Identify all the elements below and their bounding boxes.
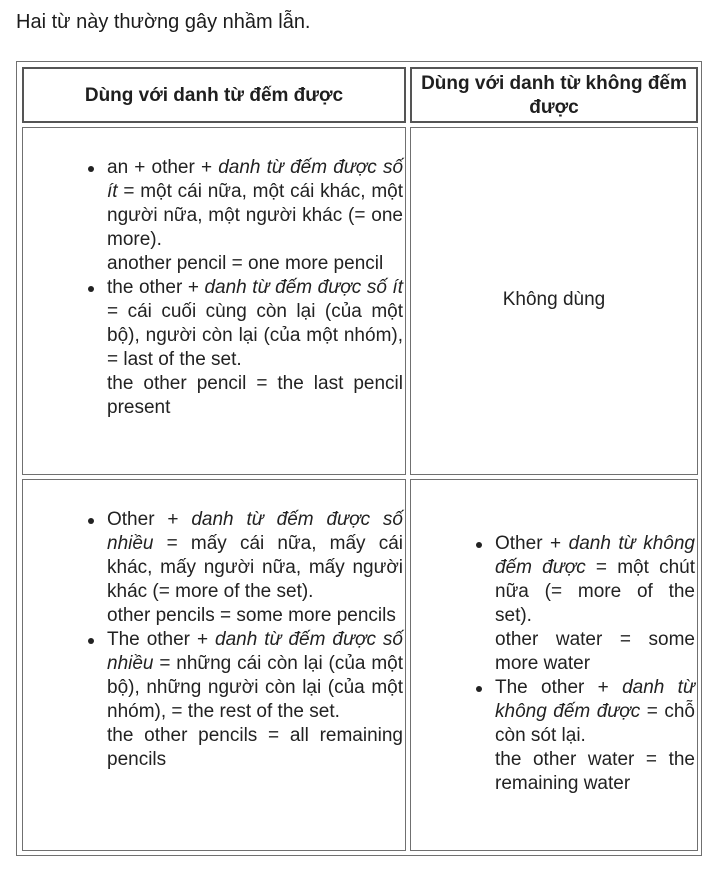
rule-prefix: The other + [107,629,215,650]
usage-rule [107,628,403,724]
row2-uncountable-cell [410,479,698,851]
row1-countable-cell [22,127,406,475]
rule-meaning: = cái cuối cùng còn lại (của một bộ), người còn lại (của một nhóm), = last of the set. [107,301,403,370]
rule-noun-type: danh từ đếm được số nhiều [107,509,404,554]
bullet-icon [476,542,482,548]
rule-prefix: an + other + [107,157,219,178]
rule-prefix: Other + [107,509,192,530]
rule-noun-type: danh từ đếm được số ít [204,277,403,298]
usage-example: other pencils = some more pencils [107,605,396,626]
bullet-icon [88,166,94,172]
rule-prefix: The other + [495,677,623,698]
row2-countable-cell [22,479,406,851]
rule-meaning: = những cái còn lại (của một bộ), những người còn lại (của một nhóm), = the rest of the set. [107,653,403,722]
rule-meaning: = mấy cái nữa, mấy cái khác, mấy người nữa, mấy người khác (= more of the set). [107,533,403,602]
bullet-icon [88,518,94,524]
bullet-icon [88,286,94,292]
list-item [107,508,403,628]
row1-countable-list [107,156,403,420]
usage-rule [107,508,403,604]
not-used-text: Không dùng [502,289,606,310]
list-item [107,628,403,772]
header-countable-cell [22,67,406,123]
rule-noun-type: danh từ đếm được số nhiều [107,629,404,674]
header-uncountable: Dùng với danh từ không đếm được [421,73,687,118]
usage-example: another pencil = one more pencil [107,253,384,274]
list-item [495,532,695,676]
usage-rule [495,676,695,748]
usage-example: the other pencil = the last pencil present [107,373,403,418]
rule-meaning: = một chút nữa (= more of the set). [495,557,695,626]
usage-example: the other water = the remaining water [495,749,695,794]
bullet-icon [476,686,482,692]
usage-rule [107,156,403,252]
usage-example: the other pencils = all remaining pencils [107,725,403,770]
list-item [107,276,403,420]
header-uncountable-cell [410,67,698,123]
intro-text: Hai từ này thường gây nhầm lẫn. [16,11,311,33]
usage-example: other water = some more water [495,629,695,674]
rule-prefix: the other + [107,277,205,298]
usage-rule [107,276,403,372]
usage-rule [495,532,695,628]
row2-countable-list [107,508,403,772]
row2-uncountable-list [495,532,695,796]
rule-noun-type: danh từ đếm được số ít [107,157,404,202]
rule-prefix: Other + [495,533,569,554]
row1-uncountable-cell [410,127,698,475]
rule-meaning: = một cái nữa, một cái khác, một người nữa, một người khác (= one more). [107,181,403,250]
rule-noun-type: danh từ không đếm được [495,533,695,578]
rule-noun-type: danh từ không đếm được [495,677,695,722]
header-countable: Dùng với danh từ đếm được [84,85,344,106]
rule-meaning: = chỗ còn sót lại. [495,701,695,746]
bullet-icon [88,638,94,644]
list-item [495,676,695,796]
list-item [107,156,403,276]
